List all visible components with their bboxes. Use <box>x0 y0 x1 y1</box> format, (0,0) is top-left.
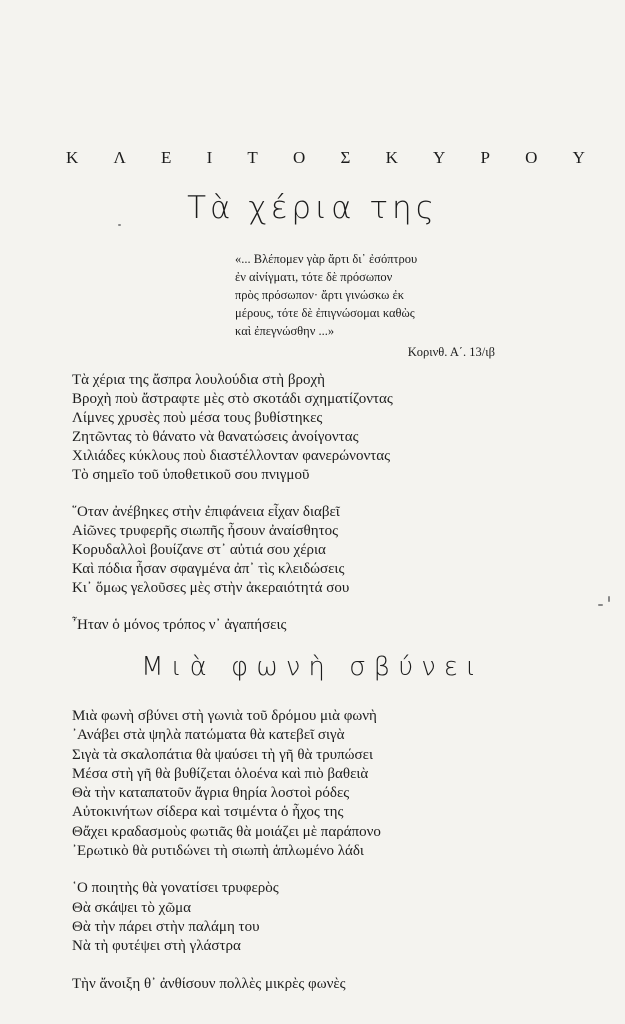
author-letter: Λ <box>113 148 127 167</box>
verse-line: Τὸ σημεῖο τοῦ ὑποθετικοῦ σου πνιγμοῦ <box>72 467 310 483</box>
epigraph-line: μέρους, τότε δὲ ἐπιγνώσομαι καθὼς <box>235 306 415 320</box>
epigraph-line: καὶ ἐπεγνώσθην ...» <box>235 324 335 338</box>
verse-line: Θὰ τὴν καταπατοῦν ἄγρια θηρία λοστοὶ ρόδες <box>72 785 350 802</box>
epigraph-source: Κορινθ. Α΄. 13/ιβ <box>407 345 495 359</box>
verse-line: Μέσα στὴ γῆ θὰ βυθίζεται ὁλοένα καὶ πιὸ βαθειὰ <box>72 765 369 782</box>
author-letter: Υ <box>572 148 586 167</box>
ink-speck <box>598 604 603 606</box>
verse-line: Σιγὰ τὰ σκαλοπάτια θὰ ψαύσει τὴ γῆ θὰ τρυπώσει <box>72 746 373 763</box>
verse-line: Θὰ σκάψει τὸ χῶμα <box>72 899 191 916</box>
epigraph-line: «... Βλέπομεν γὰρ ἄρτι δι᾿ ἐσόπτρου <box>235 252 418 266</box>
author-letter: Ο <box>525 148 539 167</box>
verse-line: ῾Ο ποιητὴς θὰ γονατίσει τρυφερὸς <box>72 880 279 897</box>
verse-line: Τὰ χέρια της ἄσπρα λουλούδια στὴ βροχὴ <box>72 372 325 388</box>
verse-line: ᾿Ανάβει στὰ ψηλὰ πατώματα θὰ κατεβεῖ σιγὰ <box>72 727 345 744</box>
verse-line: Κορυδαλλοὶ βουίζανε στ᾿ αὐτιά σου χέρια <box>72 542 326 558</box>
stanza <box>72 879 492 956</box>
poem-title: Μιὰ φωνὴ σβύνει <box>141 652 484 682</box>
author-letter: Υ <box>433 148 447 167</box>
verse-line: Χιλιάδες κύκλους ποὺ διαστέλλονταν φανερώνοντας <box>72 448 391 464</box>
verse-line: Ζητῶντας τὸ θάνατο νὰ θανατώσεις ἀνοίγοντας <box>72 429 359 445</box>
verse-line: Αἰῶνες τρυφερῆς σιωπῆς ἦσουν ἀναίσθητος <box>72 523 339 539</box>
author-letter: Ι <box>206 148 214 167</box>
poem-title: Τὰ χέρια της <box>187 190 438 226</box>
verse-line: ῞Οταν ἀνέβηκες στὴν ἐπιφάνεια εἶχαν διαβεῖ <box>72 504 340 520</box>
verse-line: ῏Ηταν ὁ μόνος τρόπος ν᾿ ἀγαπήσεις <box>72 617 287 633</box>
verse-line: Αὐτοκινήτων σίδερα καὶ τσιμέντα ὁ ἦχος της <box>72 804 344 821</box>
poem-body <box>72 707 492 1012</box>
epigraph-line: πρὸς πρόσωπον· ἄρτι γινώσκω ἐκ <box>235 288 405 302</box>
ink-speck <box>608 596 610 602</box>
stanza <box>72 503 492 598</box>
stanza <box>72 975 492 994</box>
verse-line: Τὴν ἄνοιξη θ᾿ ἀνθίσουν πολλὲς μικρὲς φωνὲς <box>72 975 346 992</box>
verse-line: ᾿Ερωτικὸ θὰ ρυτιδώνει τὴ σιωπὴ ἁπλωμένο λάδι <box>72 843 364 860</box>
ink-speck <box>118 224 121 226</box>
author-letter: Σ <box>340 148 352 167</box>
poem-body <box>72 371 492 653</box>
author-letter: Τ <box>247 148 259 167</box>
verse-line: Κι᾿ ὅμως γελοῦσες μὲς στὴν ἀκεραιότητά σου <box>72 580 350 596</box>
stanza <box>72 707 492 861</box>
author-letter: Ρ <box>480 148 491 167</box>
stanza <box>72 371 492 485</box>
epigraph-line: ἐν αἰνίγματι, τότε δὲ πρόσωπον <box>235 270 393 284</box>
epigraph <box>235 250 495 361</box>
stanza <box>72 616 492 635</box>
verse-line: Βροχὴ ποὺ ἄστραφτε μὲς στὸ σκοτάδι σχηματίζοντας <box>72 391 393 407</box>
author-name <box>66 148 586 168</box>
author-letter: Ο <box>293 148 307 167</box>
author-letter: Ε <box>160 148 173 167</box>
verse-line: Μιὰ φωνὴ σβύνει στὴ γωνιὰ τοῦ δρόμου μιὰ φωνὴ <box>72 708 377 724</box>
verse-line: Καὶ πόδια ἦσαν σφαγμένα ἀπ᾿ τὶς κλειδώσεις <box>72 561 345 577</box>
verse-line: Θἄχει κραδασμοὺς φωτιᾶς θὰ μοιάζει μὲ παράπονο <box>72 823 381 840</box>
author-letter: Κ <box>385 148 399 167</box>
verse-line: Λίμνες χρυσὲς ποὺ μέσα τους βυθίστηκες <box>72 410 323 426</box>
verse-line: Νὰ τὴ φυτέψει στὴ γλάστρα <box>72 938 241 955</box>
verse-line: Θὰ τὴν πάρει στὴν παλάμη του <box>72 918 260 935</box>
author-letter: Κ <box>66 148 80 167</box>
